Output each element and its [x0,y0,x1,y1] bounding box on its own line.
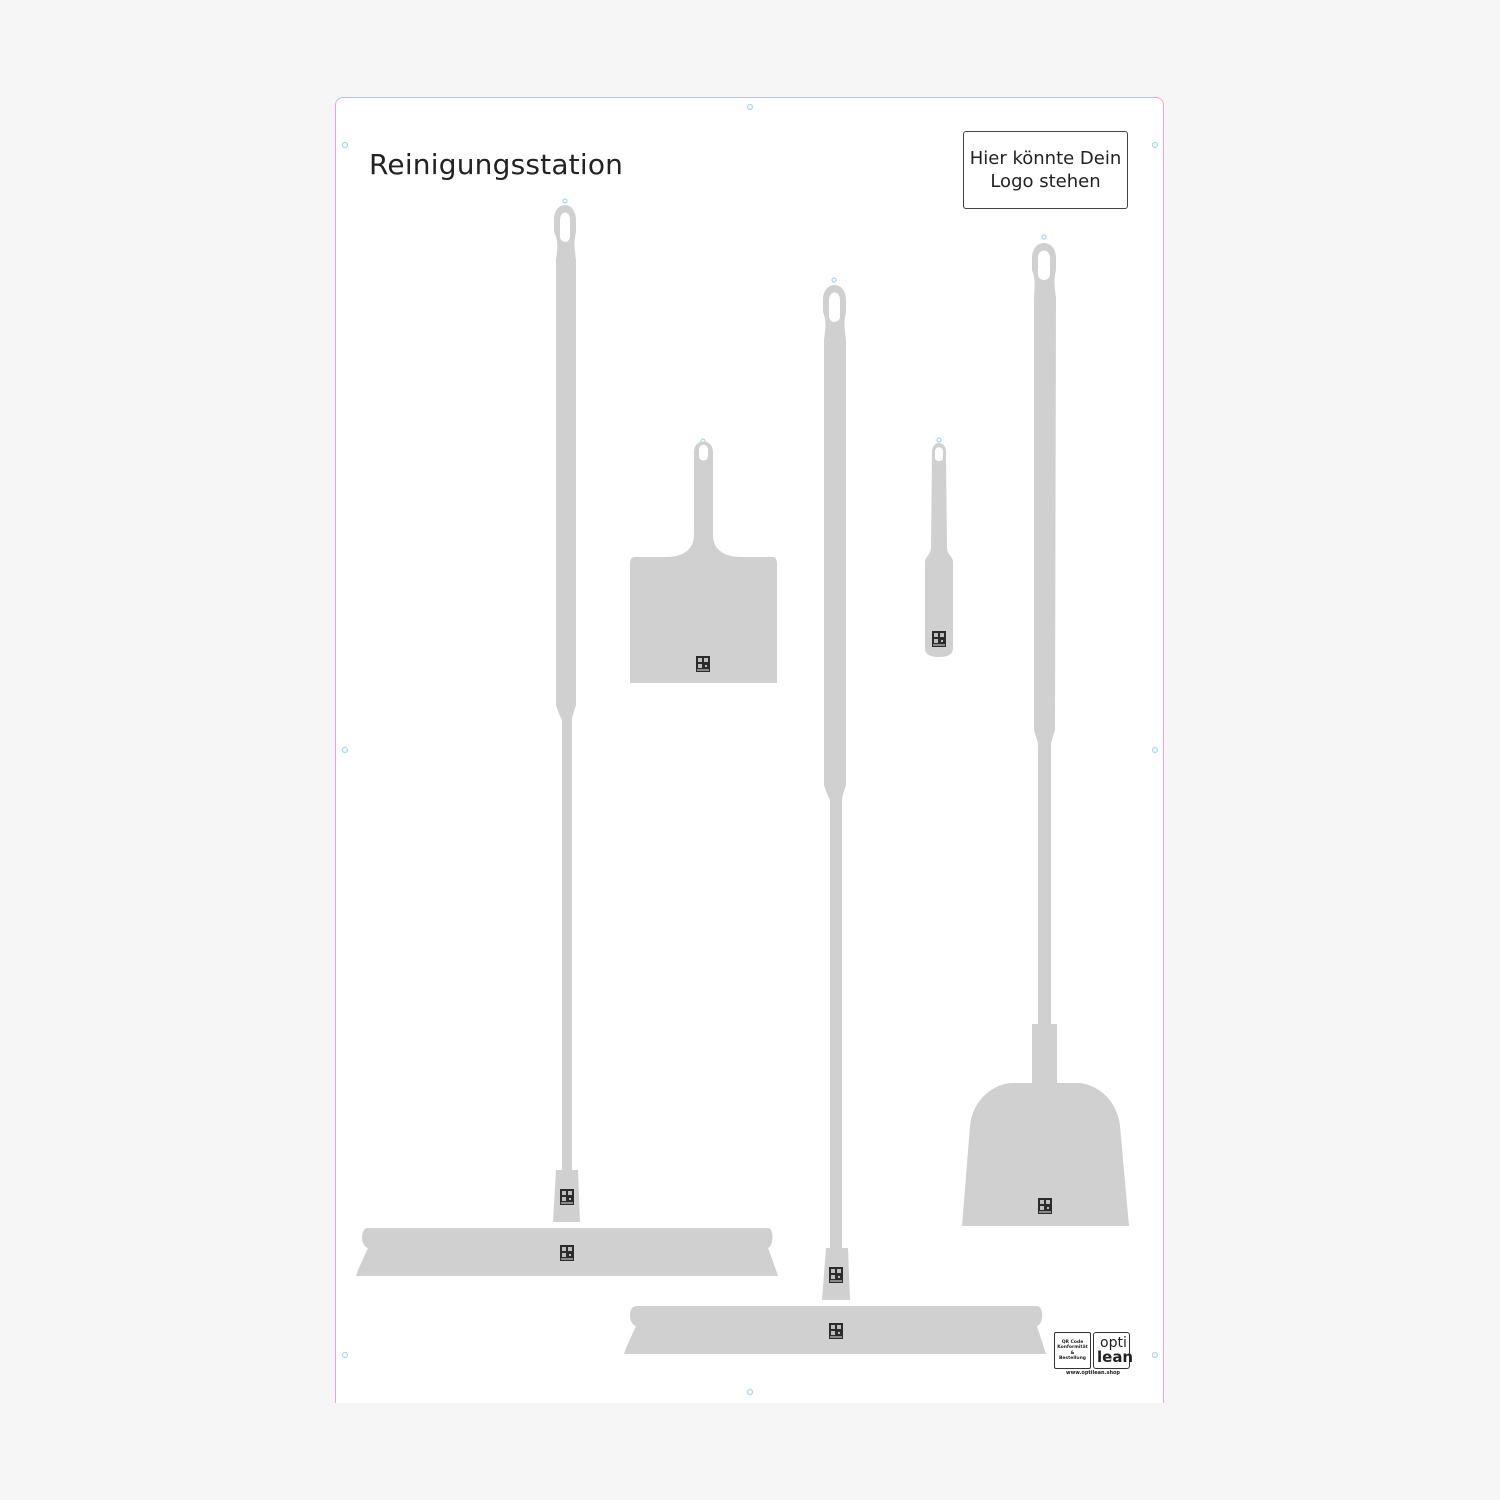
brand-url: www.optilean.shop [1065,1370,1121,1376]
mount-hole [1153,143,1158,148]
mount-hole [832,278,836,282]
qr-caption-line3: Bestellung [1058,1356,1087,1361]
mount-hole [343,1353,348,1358]
broom-left-silhouette [356,205,778,1276]
logo-placeholder-line1: Hier könnte Dein [969,148,1122,169]
brand-footer [1054,1332,1132,1378]
mount-hole [748,105,753,110]
optilean-logo [1093,1332,1134,1369]
shovel-silhouette [962,243,1129,1226]
logo-top-word: opti [1100,1335,1127,1351]
mount-hole [748,1390,753,1395]
hand-dustpan-silhouette [630,442,777,684]
mount-hole [343,748,348,753]
mount-hole [937,438,941,442]
logo-placeholder-line2: Logo stehen [990,171,1101,192]
logo-bottom-word: lean [1097,1348,1134,1366]
mount-hole [1153,1353,1158,1358]
mount-hole [563,199,567,203]
hand-brush-silhouette [925,443,953,657]
qr-caption-line2: Konformität & [1057,1345,1088,1356]
mount-hole [1042,235,1046,239]
qr-caption-box [1054,1332,1091,1369]
qr-caption-line1: QR Code [1061,1339,1084,1345]
mount-hole [343,143,348,148]
mount-hole [1153,748,1158,753]
board-title: Reinigungsstation [369,148,624,181]
